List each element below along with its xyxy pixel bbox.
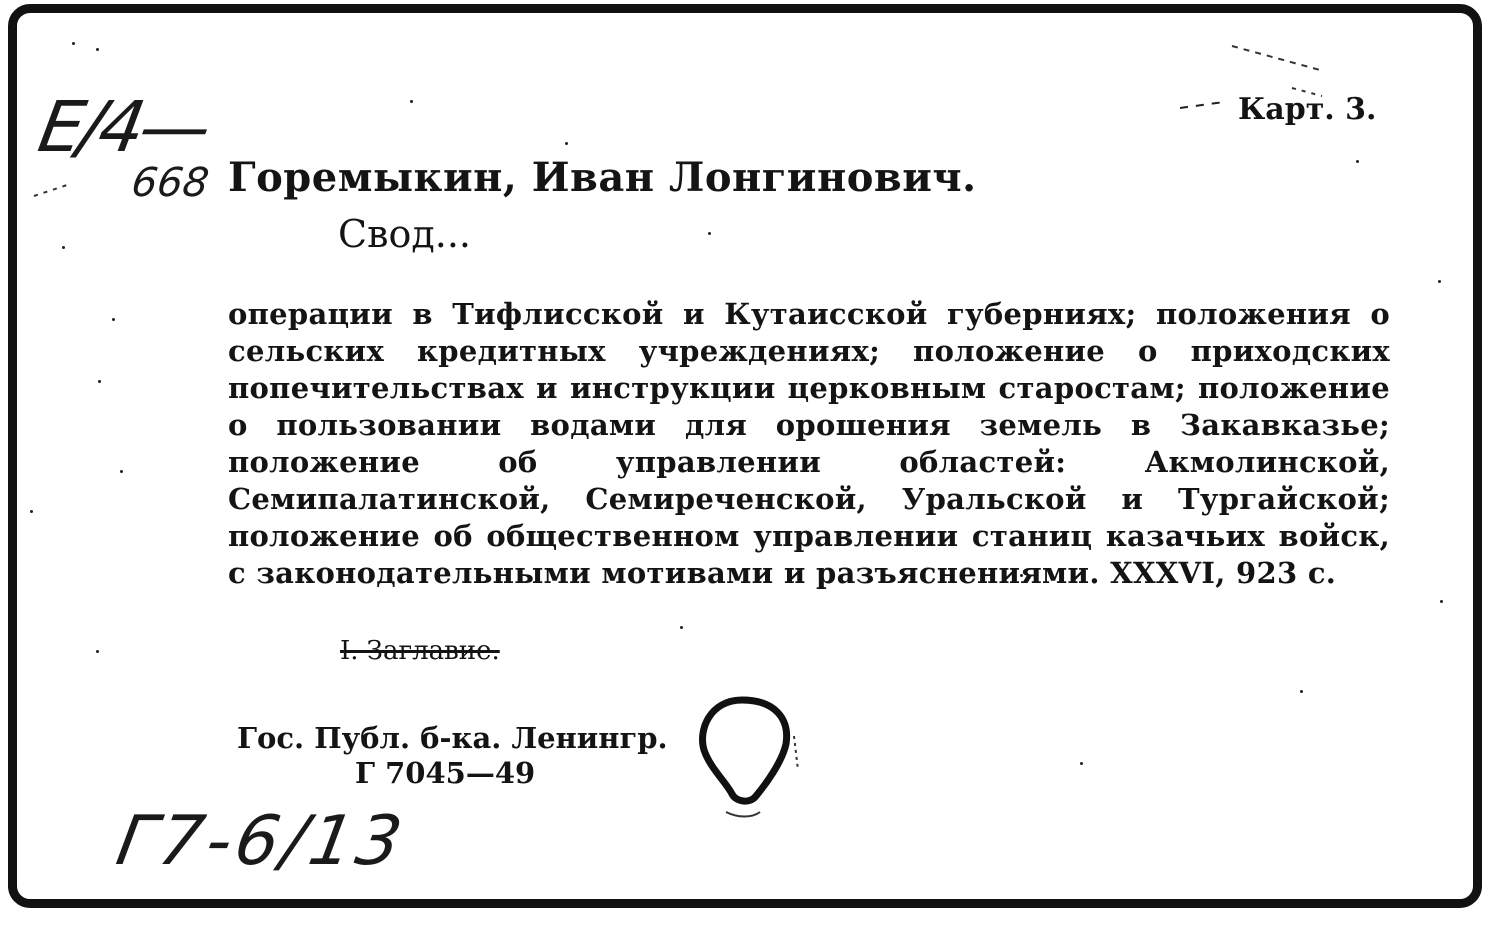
card-number: Карт. 3.: [1238, 92, 1377, 127]
description-text: операции в Тифлисской и Кутаисской губерниях; положения о сельских кредитных учреждениях; положение о приходских попечительствах и инструкции церковным старостам; положение о пользовании водами для орошения земель в Закавказье; положение об управлении областей: Акмолинской, Семипалатинской, Семиреченской, Уральской и Тургайской; положение об общественном управлении станиц казачьих войск, с законодательными мотивами и разъяснениями. XXXVI, 923 с.: [228, 297, 1390, 590]
author-heading: Горемыкин, Иван Лонгинович.: [228, 154, 977, 201]
shelfmark: Г 7045—49: [355, 756, 536, 790]
title-short: Свод...: [338, 212, 471, 256]
handwritten-code-bottom: Г7-6/13: [111, 802, 412, 881]
library-name: Гос. Публ. б-ка. Ленингр.: [237, 721, 668, 755]
handwritten-code-top: Е/4—: [32, 86, 214, 168]
struck-entry: I. Заглавие.: [340, 636, 500, 666]
handwritten-code-number: 668: [128, 160, 212, 206]
oval-hole-mark: [690, 690, 820, 820]
